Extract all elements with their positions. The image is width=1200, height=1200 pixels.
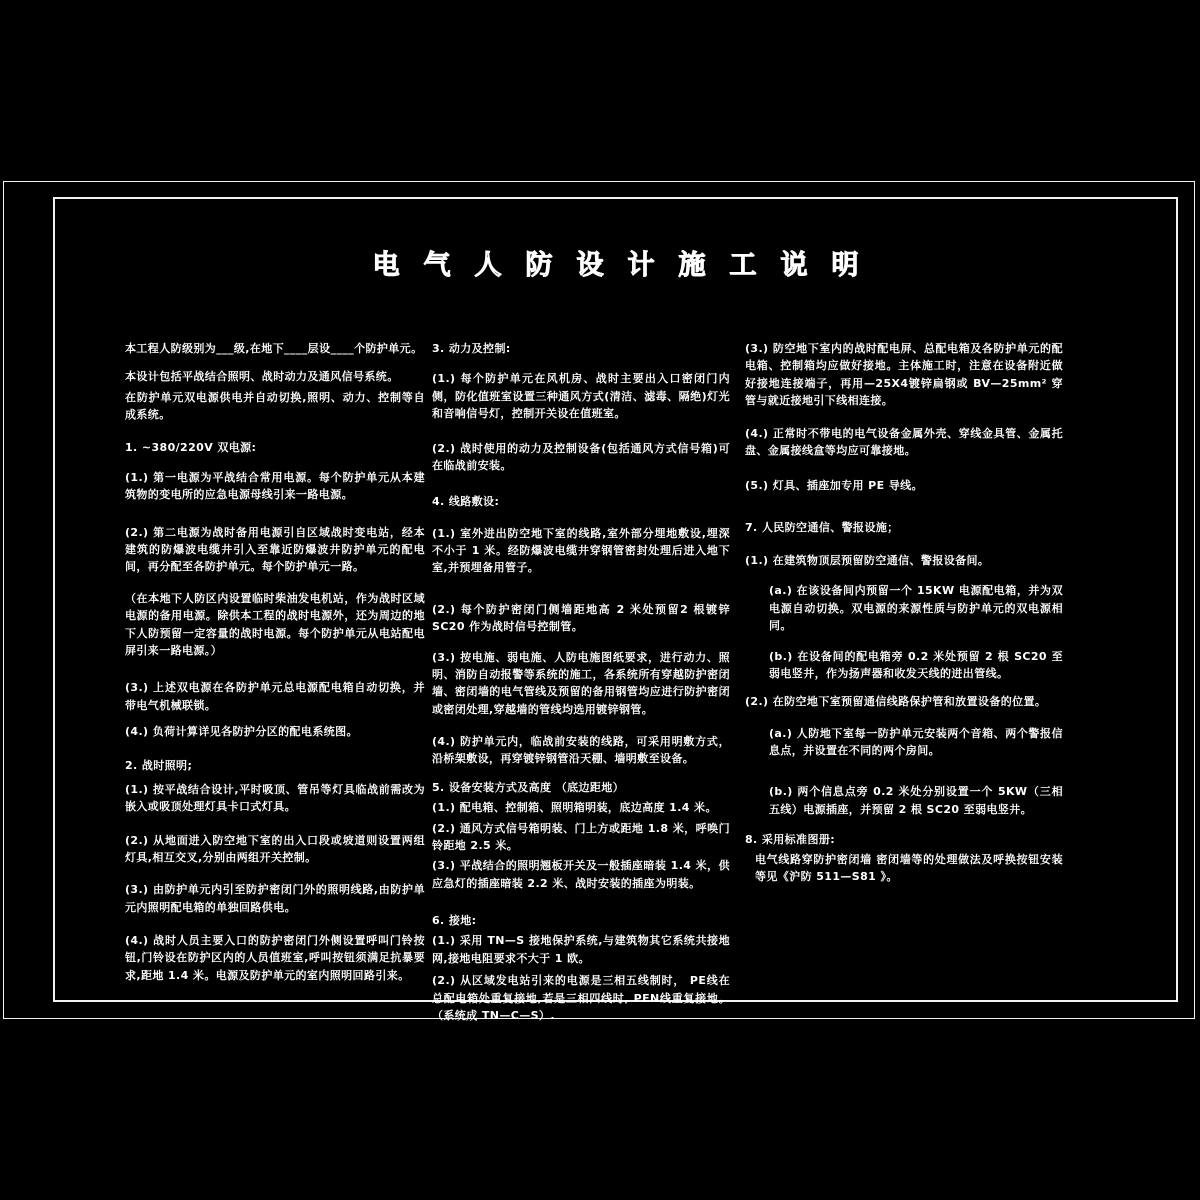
section-4-item-4: (4.) 防护单元内，临战前安装的线路，可采用明敷方式，沿桥架敷设，再穿镀锌钢管沿天棚、墙明敷至设备。	[432, 735, 730, 766]
section-5-heading: 5. 设备安装方式及高度 （底边距地）	[432, 780, 625, 794]
section-1-item-1: (1.) 第一电源为平战结合常用电源。每个防护单元从本建筑物的变电所的应急电源母线引来一路电源。	[125, 470, 425, 502]
section-7-heading: 7. 人民防空通信、警报设施；	[745, 520, 899, 534]
section-2-heading: 2. 战时照明;	[125, 759, 193, 773]
section-4-item-2: (2.) 每个防护密闭门侧墙距地高 2 米处预留2 根镀锌 SC20 作为战时信号控制管。	[432, 602, 730, 634]
section-6-item-4: (4.) 正常时不带电的电气设备金属外壳、穿线金具管、金属托盘、金属接线盒等均应可靠接地。	[745, 426, 1063, 457]
section-6-item-5: (5.) 灯具、插座加专用 PE 导线。	[745, 479, 923, 493]
section-2-item-1: (1.) 按平战结合设计,平时吸顶、管吊等灯具临战前需改为嵌入或吸顶处理灯具卡口式灯具。	[125, 782, 425, 814]
section-7-item-1b: (b.) 在设备间的配电箱旁 0.2 米处预留 2 根 SC20 至弱电竖井，作为扬声器和收发天线的进出管线。	[769, 649, 1063, 680]
section-7-item-1a: (a.) 在该设备间内预留一个 15KW 电源配电箱，并为双电源自动切换。双电源的来源性质与防护单元的双电源相同。	[769, 584, 1063, 633]
section-1-heading: 1. ~380/220V 双电源:	[125, 440, 257, 454]
section-2-item-2: (2.) 从地面进入防空地下室的出入口段或坡道则设置两组灯具,相互交叉,分别由两组开关控制。	[125, 833, 425, 864]
section-1-item-2: (2.) 第二电源为战时备用电源引自区域战时变电站，经本建筑的防爆波电缆井引入至靠近防爆波井防护单元的配电间，再分配至各防护单元。每个防护单元一路。	[125, 525, 425, 574]
section-7-item-2b: (b.) 两个信息点旁 0.2 米处分别设置一个 5KW（三相五线）电源插座，并预留 2 根 SC20 至弱电竖井。	[769, 785, 1063, 816]
section-7-item-2a: (a.) 人防地下室每一防护单元安装两个音箱、两个警报信息点，并设置在不同的两个房间。	[769, 726, 1063, 757]
section-8-reference: 电气线路穿防护密闭墙 密闭墙等的处理做法及呼换按钮安装等见《沪防 511—S81 》。	[755, 852, 1063, 883]
section-1-item-3: (3.) 上述双电源在各防护单元总电源配电箱自动切换，并带电气机械联锁。	[125, 681, 425, 712]
section-2-item-4: (4.) 战时人员主要入口的防护密闭门外侧设置呼叫门铃按钮,门铃设在防护区内的人员值班室,呼叫按钮须满足抗暴要求,距地 1.4 米。电源及防护单元的室内照明回路引来。	[125, 934, 425, 982]
section-3-heading: 3. 动力及控制:	[432, 342, 511, 355]
intro-scope-line: 本设计包括平战结合照明、战时动力及通风信号系统。	[125, 370, 399, 384]
section-3-item-1: (1.) 每个防护单元在风机房、战时主要出入口密闭门内侧，防化值班室设置三种通风方式(清洁、滤毒、隔绝)灯光和音响信号灯，控制开关设在值班室。	[432, 372, 730, 421]
section-3-item-2: (2.) 战时使用的动力及控制设备(包括通风方式信号箱)可在临战前安装。	[432, 441, 730, 472]
column-2	[432, 340, 730, 1024]
section-2-item-3: (3.) 由防护单元内引至防护密闭门外的照明线路,由防护单元内照明配电箱的单独回路供电。	[125, 883, 425, 914]
intro-system-line: 在防护单元双电源供电并自动切换,照明、动力、控制等自成系统。	[125, 390, 425, 422]
section-6-item-1: (1.) 采用 TN—S 接地保护系统,与建筑物其它系统共接地网,接地电阻要求不大于 1 欧。	[432, 934, 730, 965]
section-1-note: （在本地下人防区内设置临时柴油发电机站，作为战时区域电源的备用电源。除供本工程的战时电源外，还为周边的地下人防预留一定容量的战时电源。每个防护单元从电站配电屏引来一路电源。）	[125, 591, 425, 657]
section-8-heading: 8. 采用标准图册:	[745, 833, 836, 847]
section-5-item-1: (1.) 配电箱、控制箱、照明箱明装，底边高度 1.4 米。	[432, 801, 717, 815]
section-4-item-1: (1.) 室外进出防空地下室的线路,室外部分埋地敷设,埋深不小于 1 米。经防爆波电缆井穿钢管密封处理后进入地下室,并预埋备用管子。	[432, 526, 730, 575]
column-3	[745, 340, 1063, 885]
section-6-item-2: (2.) 从区域发电站引来的电源是三相五线制时， PE线在总配电箱处重复接地,若是三相四线时, PEN线重复接地。（系统成 TN—C—S）.	[432, 974, 730, 1022]
section-4-item-3: (3.) 按电施、弱电施、人防电施图纸要求，进行动力、照明、消防自动报警等系统的施工，各系统所有穿越防护密闭墙、密闭墙的电气管线及预留的备用钢管均应进行防护密闭或密闭处理,穿越墙的管线均选用镀锌钢管。	[432, 650, 730, 716]
intro-grade-line: 本工程人防级别为___级,在地下____层设____个防护单元。	[125, 342, 423, 355]
section-7-item-2: (2.) 在防空地下室预留通信线路保护管和放置设备的位置。	[745, 695, 1047, 709]
section-7-item-1: (1.) 在建筑物顶层预留防空通信、警报设备间。	[745, 554, 990, 567]
section-6-item-3: (3.) 防空地下室内的战时配电屏、总配电箱及各防护单元的配电箱、控制箱均应做好接地。主体施工时，注意在设备附近做好接地连接端子，再用—25X4镀锌扁钢或 BV—25mm² 穿管与就近接地引下线相连接。	[745, 342, 1063, 408]
section-6-heading: 6. 接地:	[432, 914, 477, 927]
page-title: 电气人防设计施工说明	[372, 250, 883, 281]
section-1-item-4: (4.) 负荷计算详见各防护分区的配电系统图。	[125, 725, 358, 738]
section-5-item-3: (3.) 平战结合的照明翘板开关及一般插座暗装 1.4 米，供应急灯的插座暗装 2.2 米、战时安装的插座为明装。	[432, 859, 730, 890]
section-4-heading: 4. 线路敷设:	[432, 495, 500, 509]
section-5-item-2: (2.) 通风方式信号箱明装、门上方或距地 1.8 米，呼唤门铃距地 2.5 米。	[432, 821, 730, 852]
column-1	[125, 340, 425, 984]
